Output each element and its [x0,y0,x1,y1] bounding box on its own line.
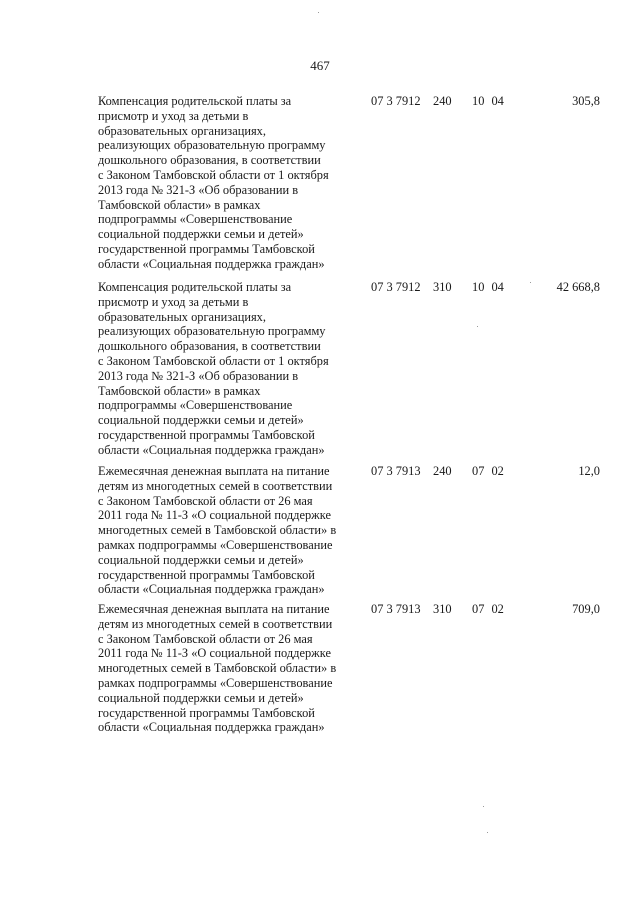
expense-description: Ежемесячная денежная выплата на питание детям из многодетных семей в соответствии с Законом Тамбовской области от 26 мая 2011 года № 11-З «О социальной поддержке многодетных семей в Тамбовской области» в рамках подпрограммы «Совершенствование социальной поддержки семьи и детей» государственной программы Тамбовской области «Социальная поддержка граждан» [98,602,337,735]
scan-speck [318,12,319,13]
target-article-code: 07 3 7913 [371,464,421,478]
expense-type-code: 240 [433,464,452,478]
table-row [0,94,640,280]
section-subsection-code: 07 02 [472,464,504,478]
section-subsection-code: 07 02 [472,602,504,616]
amount-value: 709,0 [572,602,600,616]
expense-type-code: 240 [433,94,452,108]
expense-description: Компенсация родительской платы за присмотр и уход за детьми в образовательных организациях, реализующих образовательную программу дошкольного образования, в соответствии с Законом Тамбовской области от 1 октября 2013 года № 321-З «Об образовании в Тамбовской области» в рамках подпрограммы «Совершенствование социальной поддержки семьи и детей» государственной программы Тамбовской области «Социальная поддержка граждан» [98,280,329,457]
expense-type-code: 310 [433,280,452,294]
scan-speck [477,326,478,327]
scan-speck [487,832,488,833]
section-subsection-code: 10 04 [472,94,504,108]
table-row [0,464,640,602]
table-row [0,280,640,464]
table-row [0,602,640,742]
target-article-code: 07 3 7912 [371,280,421,294]
expense-type-code: 310 [433,602,452,616]
page-number: 467 [310,58,330,73]
target-article-code: 07 3 7912 [371,94,421,108]
scan-speck [483,806,484,807]
expense-description: Ежемесячная денежная выплата на питание детям из многодетных семей в соответствии с Законом Тамбовской области от 26 мая 2011 года № 11-З «О социальной поддержке многодетных семей в Тамбовской области» в рамках подпрограммы «Совершенствование социальной поддержки семьи и детей» государственной программы Тамбовской области «Социальная поддержка граждан» [98,464,337,597]
amount-value: 305,8 [572,94,600,108]
budget-table [0,94,640,742]
scan-speck [530,282,531,283]
amount-value: 12,0 [578,464,600,478]
expense-description: Компенсация родительской платы за присмотр и уход за детьми в образовательных организациях, реализующих образовательную программу дошкольного образования, в соответствии с Законом Тамбовской области от 1 октября 2013 года № 321-З «Об образовании в Тамбовской области» в рамках подпрограммы «Совершенствование социальной поддержки семьи и детей» государственной программы Тамбовской области «Социальная поддержка граждан» [98,94,329,271]
target-article-code: 07 3 7913 [371,602,421,616]
amount-value: 42 668,8 [556,280,600,294]
section-subsection-code: 10 04 [472,280,504,294]
